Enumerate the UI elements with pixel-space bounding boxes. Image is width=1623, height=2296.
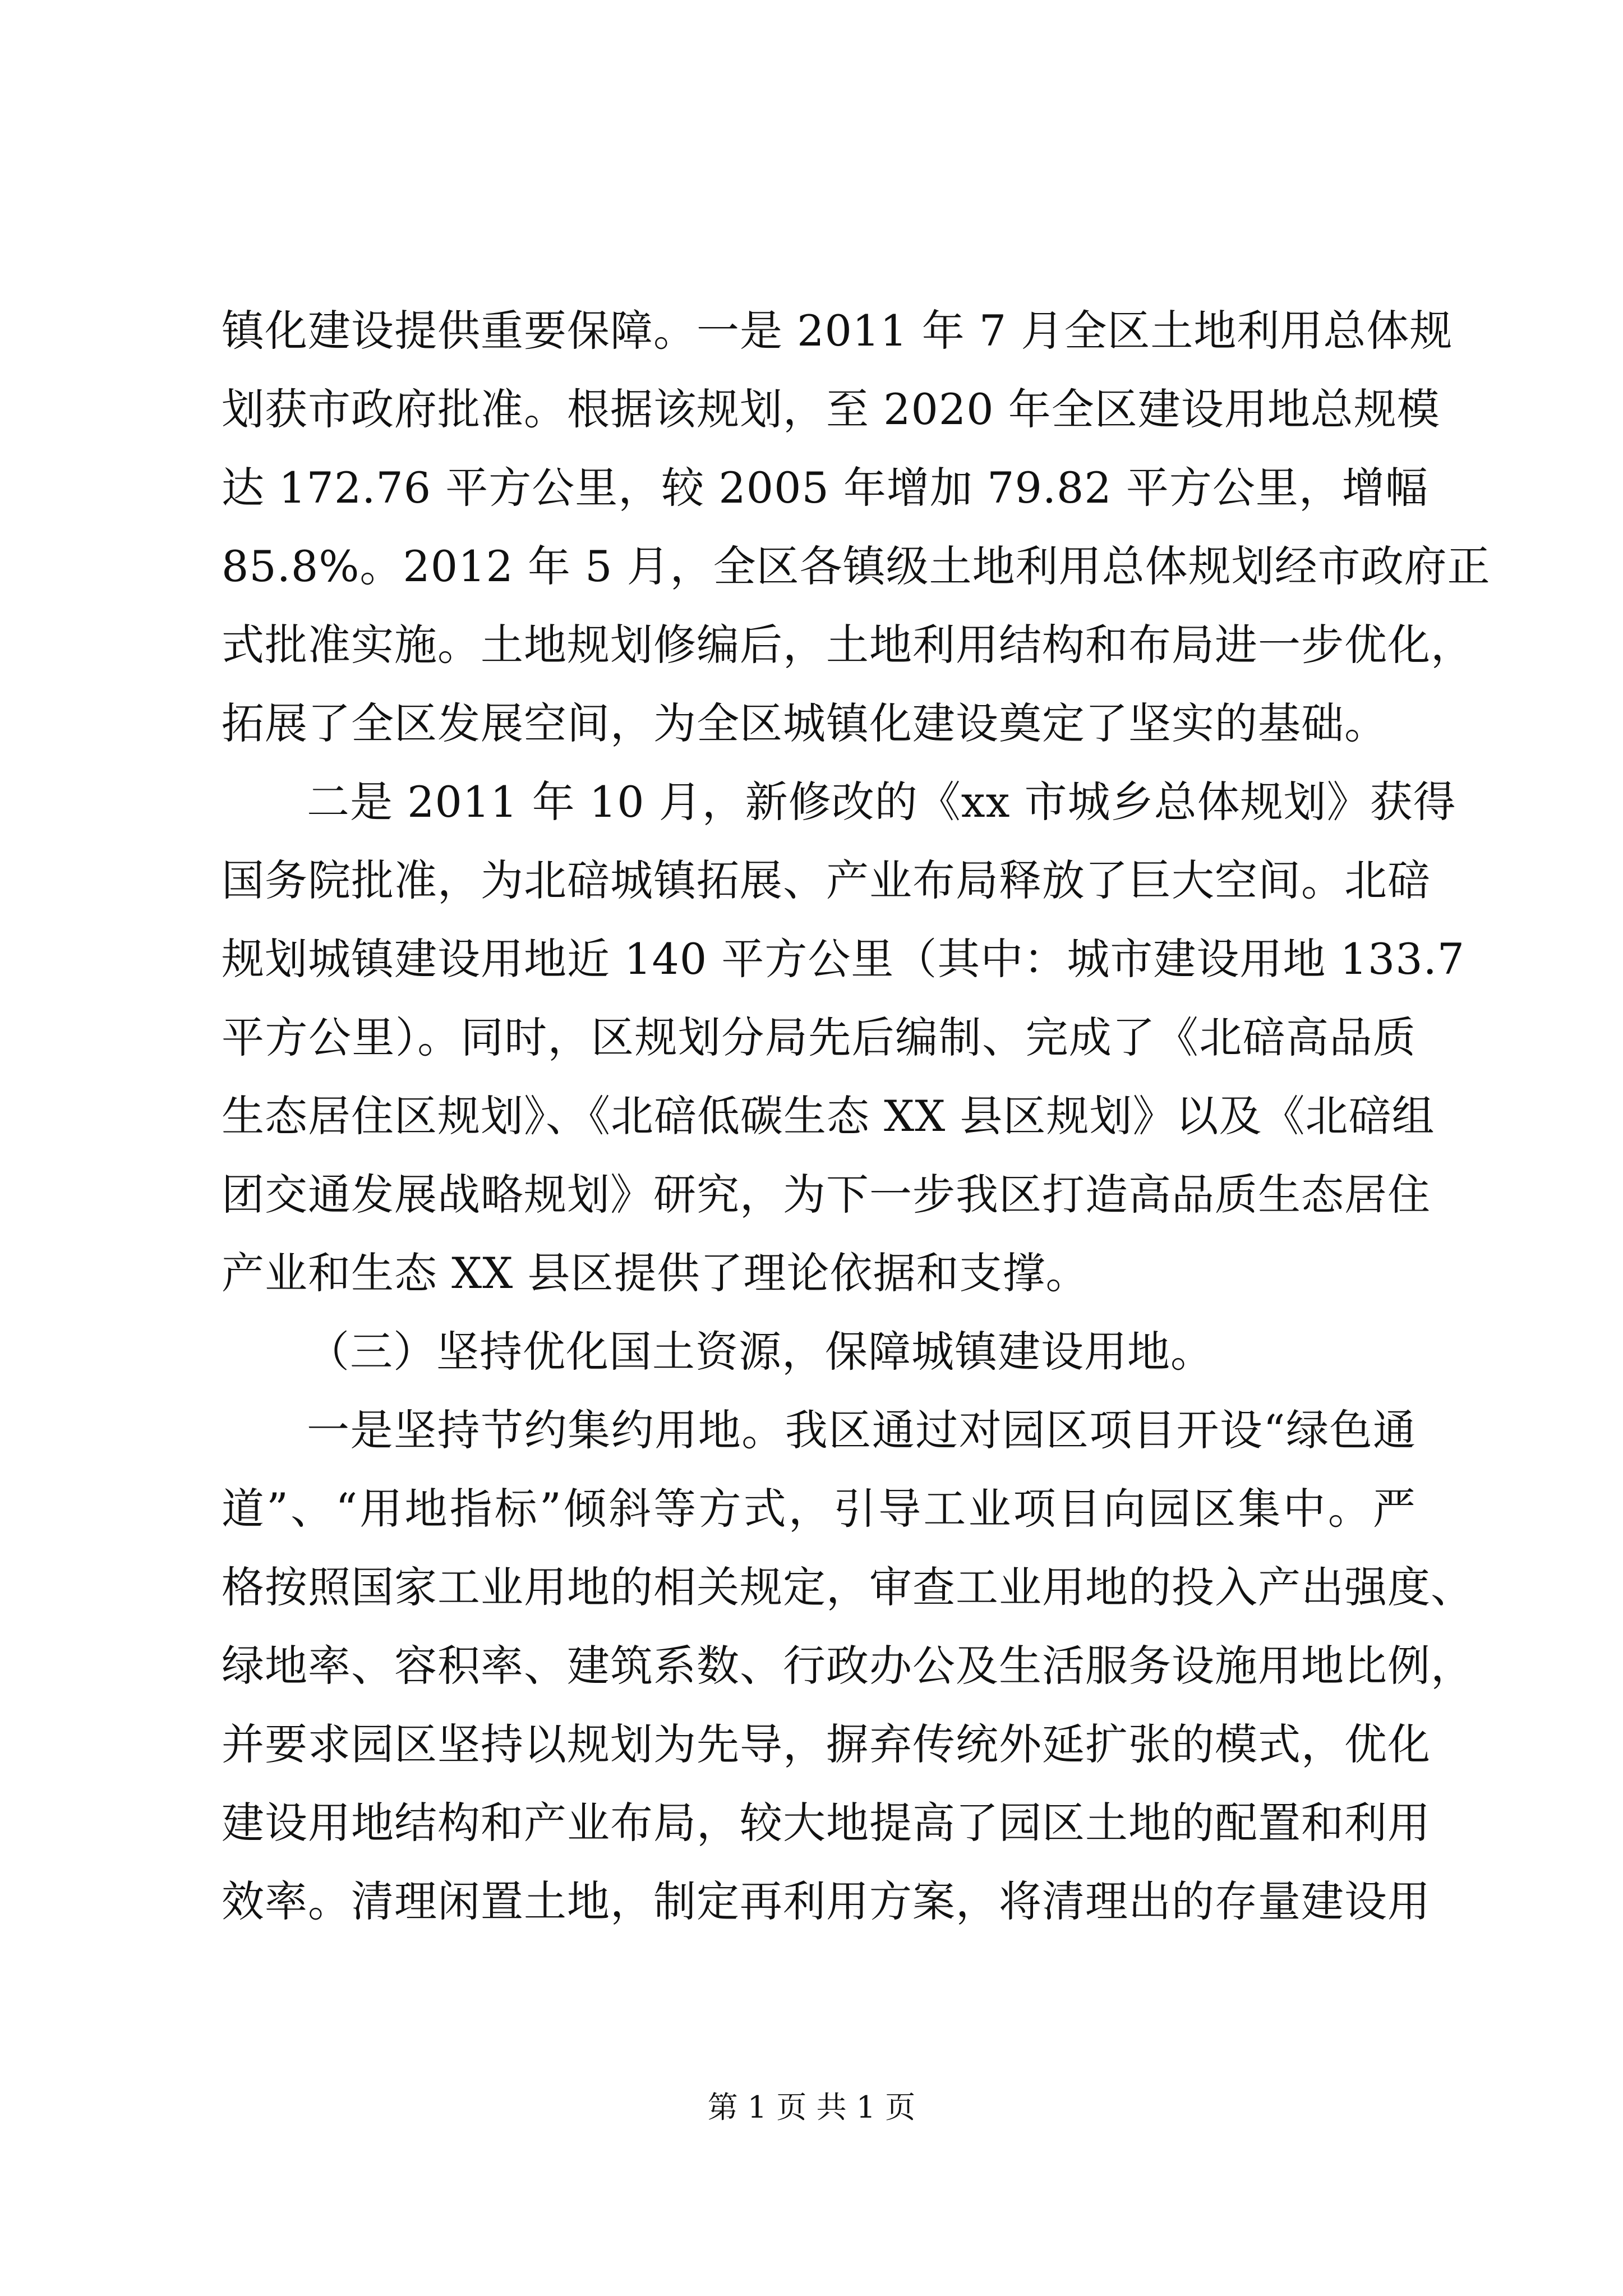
page-number-footer: 第 1 页 共 1 页 <box>707 2090 916 2125</box>
text-line: 并要求园区坚持以规划为先导，摒弃传统外延扩张的模式，优化 <box>222 1719 1431 1769</box>
text-line: 绿地率、容积率、建筑系数、行政办公及生活服务设施用地比例， <box>222 1641 1474 1691</box>
paragraph-start-line: 一是坚持节约集约用地。我区通过对园区项目开设“绿色通 <box>307 1405 1416 1455</box>
text-line: 85.8%。2012 年 5 月，全区各镇级土地利用总体规划经市政府正 <box>222 541 1491 591</box>
text-line: 镇化建设提供重要保障。一是 2011 年 7 月全区土地利用总体规 <box>222 306 1453 356</box>
text-line: 国务院批准，为北碚城镇拓展、产业布局释放了巨大空间。北碚 <box>222 855 1431 905</box>
text-line: 道”、“用地指标”倾斜等方式，引导工业项目向园区集中。严 <box>222 1484 1416 1534</box>
text-line: 达 172.76 平方公里，较 2005 年增加 79.82 平方公里，增幅 <box>222 463 1428 513</box>
text-line: 规划城镇建设用地近 140 平方公里（其中：城市建设用地 133.7 <box>222 934 1465 984</box>
paragraph-start-line: 二是 2011 年 10 月，新修改的《xx 市城乡总体规划》获得 <box>307 777 1456 827</box>
text-line: 式批准实施。土地规划修编后，土地利用结构和布局进一步优化， <box>222 620 1474 670</box>
text-line: 划获市政府批准。根据该规划，至 2020 年全区建设用地总规模 <box>222 384 1440 434</box>
text-line: 格按照国家工业用地的相关规定，审查工业用地的投入产出强度、 <box>222 1562 1474 1612</box>
text-line: 效率。清理闲置土地，制定再利用方案，将清理出的存量建设用 <box>222 1876 1431 1926</box>
text-line: 生态居住区规划》、《北碚低碳生态 XX 县区规划》以及《北碚组 <box>222 1091 1435 1141</box>
section-heading: （三）坚持优化国土资源，保障城镇建设用地。 <box>307 1327 1214 1377</box>
text-line: 建设用地结构和产业布局，较大地提高了园区土地的配置和利用 <box>222 1798 1431 1848</box>
body-text <box>222 292 1491 1941</box>
text-line: 团交通发展战略规划》研究，为下一步我区打造高品质生态居住 <box>222 1170 1431 1220</box>
text-line: 产业和生态 XX 县区提供了理论依据和支撑。 <box>222 1248 1089 1298</box>
text-line: 平方公里）。同时，区规划分局先后编制、完成了《北碚高品质 <box>222 1013 1416 1062</box>
text-line: 拓展了全区发展空间，为全区城镇化建设奠定了坚实的基础。 <box>222 698 1387 748</box>
